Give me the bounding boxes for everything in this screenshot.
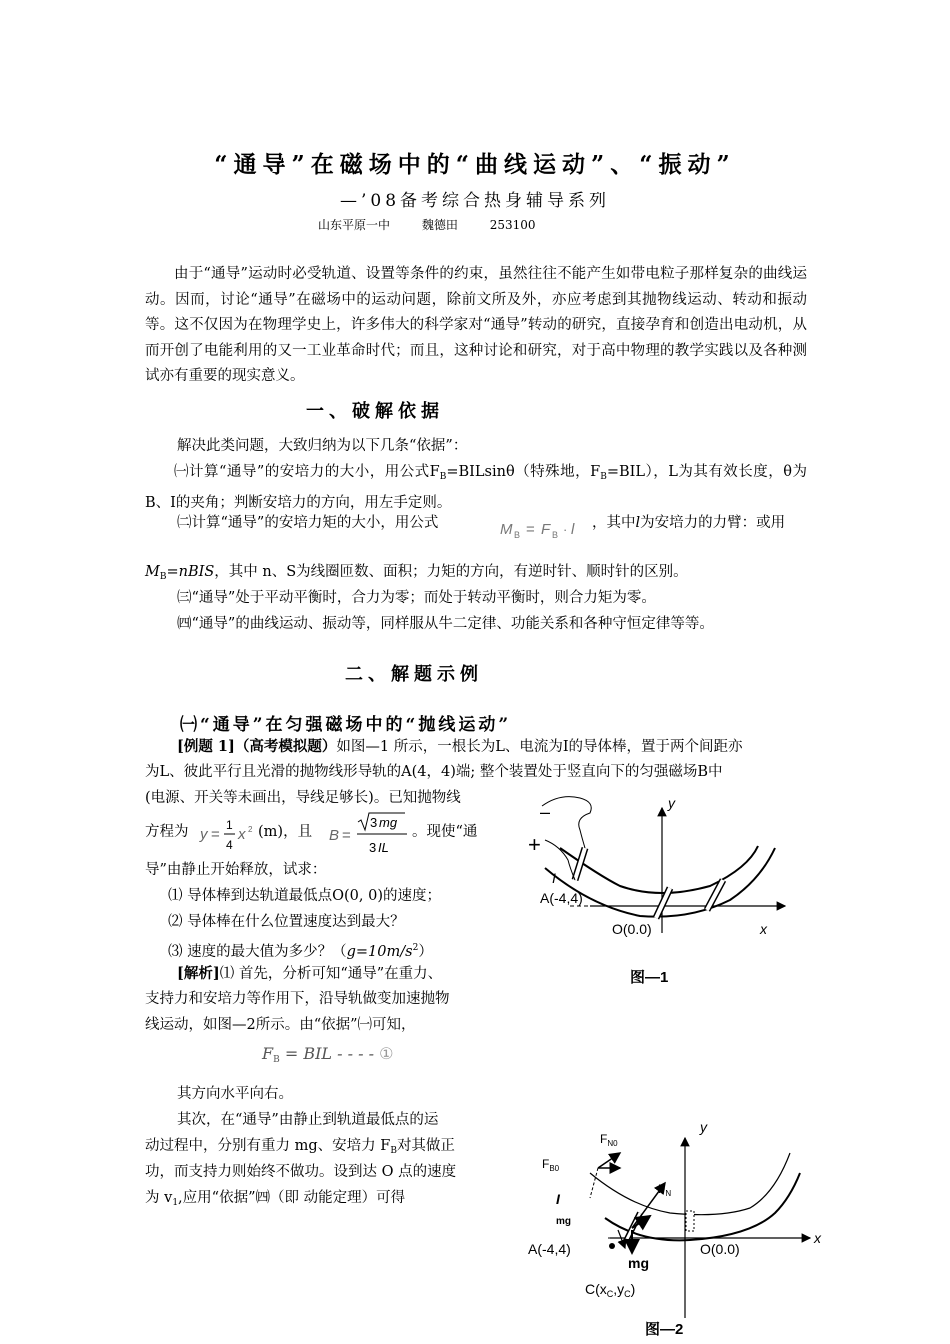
parabola-equation-svg: [198, 812, 258, 856]
fig2-fn-label: $F_N$: [658, 1182, 672, 1198]
fig2-point-c: $C(x_C,y_C)$: [585, 1281, 636, 1299]
fig2-mg-label: mg: [628, 1255, 649, 1271]
fig2-rod-start: [590, 1168, 598, 1198]
intro-paragraph: 由于“通导”运动时必受轨道、设置等条件的约束，虽然往往不能产生如带电粒子那样复杂的曲线运动。因而，讨论“通导”在磁场中的运动问题，除前文所及外，亦应考虑到其抛物线运动、转动和振动等。这不仅因为在物理学史上，许多伟大的科学家对“通导”转动的研究，直接孕育和创造出电动机，从而开创了电能利用的又一工业革命时代；而且，这种讨论和研究，对于高中物理的教学实践以及各种测试亦有重要的现实意义。: [145, 266, 807, 384]
fig2-y-label: y: [700, 1119, 707, 1135]
basis-item-2-line1b: ，其中l为安培力的力臂：或用: [592, 515, 786, 531]
svg-text:1: 1: [226, 818, 233, 832]
author-zip: 253100: [489, 218, 536, 232]
fig2-rod-end: [609, 1243, 615, 1249]
fig1-plus: +: [528, 832, 541, 857]
svg-text:4: 4: [226, 838, 233, 852]
next-line2: 动过程中，分别有重力 mg、安培力 $F_B$对其做正: [145, 1138, 455, 1156]
section1-heading: 一、破解依据: [306, 401, 444, 422]
question-1: ⑴ 导体棒到达轨道最低点O(0, 0)的速度；: [168, 888, 441, 904]
example1-line4a: 方程为: [145, 824, 189, 840]
page-title: “通导”在磁场中的“曲线运动”、“振动”: [214, 151, 736, 178]
svg-text:B: B: [329, 827, 340, 844]
solution-line1: [解析]⑴ 首先，分析可知“通导”在重力、: [177, 965, 443, 982]
fig1-current-label: I: [552, 870, 556, 886]
basis-item-2-line2: $M_B=nBIS$，其中 n、S为线圈匝数、面积；力矩的方向，有逆时针、顺时针的区别。: [145, 564, 688, 582]
basis-item-3: ㈢“通导”处于平动平衡时，合力为零；而处于转动平衡时，则合力矩为零。: [177, 590, 656, 606]
fig2-fn0-arrow: [598, 1153, 620, 1168]
fig1-y-label: y: [668, 795, 675, 811]
svg-text:=: =: [526, 521, 535, 538]
author-name: 魏德田: [421, 218, 458, 232]
parabola-equation: [198, 812, 258, 860]
figure-2: [520, 1118, 830, 1342]
page-subtitle: —’08备考综合热身辅导系列: [339, 191, 611, 211]
moment-formula-svg: [497, 514, 592, 540]
direction-text: 其方向水平向右。: [177, 1086, 293, 1102]
question-2: ⑵ 导体棒在什么位置速度达到最大？: [168, 914, 405, 930]
fig2-current-label: I: [556, 1191, 560, 1207]
equation-1: $F_B$ = BIL - - - - ①: [262, 1044, 394, 1065]
svg-text:l: l: [571, 521, 575, 538]
author-school: 山东平原一中: [318, 218, 391, 232]
fig2-origin: O(0.0): [700, 1241, 740, 1257]
fig1-origin: O(0.0): [612, 921, 652, 937]
svg-text:B: B: [552, 530, 559, 540]
svg-text:3: 3: [369, 840, 377, 855]
fig2-rod-bottom: [686, 1211, 694, 1231]
next-line4: 为 $v_1$,应用“依据”㈣（即 动能定理）可得: [145, 1190, 406, 1208]
example1-line4c: 。现使“通: [412, 824, 478, 840]
author-line: [318, 216, 564, 233]
moment-formula: [497, 514, 592, 544]
basis-item-1: ㈠计算“通导”的安培力的大小，用公式$F_B=BILsin\theta$（特殊地，$F_B=BIL$），L为其有效长度，θ为B、I的夹角；判断安培力的方向，用左手定则。: [145, 464, 807, 511]
example1-line1: [例题 1]（高考模拟题）如图—1 所示，一根长为L、电流为I的导体棒，置于两个间距亦: [177, 738, 743, 755]
svg-text:IL: IL: [378, 840, 389, 855]
svg-text:M: M: [500, 521, 513, 538]
svg-text:y: y: [200, 826, 208, 843]
fig2-mg-small-label: mg: [556, 1216, 571, 1227]
solution-line3: 线运动，如图—2所示。由“依据”㈠可知，: [145, 1017, 416, 1033]
question-3: ⑶ 速度的最大值为多少？$(g=10m/s^2)$: [168, 943, 433, 960]
svg-text:B: B: [514, 530, 521, 540]
fig1-x-label: x: [760, 921, 767, 937]
example1-line2: 为L、彼此平行且光滑的抛物线形导轨的A(4，4)端; 整个装置处于竖直向下的匀强磁场B中: [145, 764, 723, 780]
fig1-point-a: A(-4,4): [540, 890, 583, 906]
svg-text:3: 3: [370, 815, 378, 830]
fig2-point-a: A(-4,4): [528, 1241, 571, 1257]
fig2-fb0-label: $F_{B0}$: [542, 1157, 560, 1173]
basis-item-4: ㈣“通导”的曲线运动、振动等，同样服从牛二定律、功能关系和各种守恒定律等等。: [177, 616, 714, 632]
fig2-rail-back: [590, 1153, 790, 1215]
svg-text:=: =: [211, 826, 220, 843]
next-line3: 功，而支持力则始终不做功。设到达 O 点的速度: [145, 1164, 457, 1180]
fig1-minus: –: [540, 802, 551, 822]
solution-line2: 支持力和安培力等作用下，沿导轨做变加速抛物: [145, 991, 450, 1007]
section1-lead: 解决此类问题，大致归纳为以下几条“依据”：: [177, 438, 468, 454]
example1-line3: (电源、开关等未画出，导线足够长)。已知抛物线: [145, 790, 461, 806]
fig1-caption: 图—1: [630, 969, 669, 986]
fig2-x-label: x: [814, 1230, 821, 1246]
fig2-fn0-label: $F_{N0}$: [600, 1132, 618, 1148]
svg-text:2: 2: [248, 825, 253, 834]
next-line1: 其次，在“通导”由静止到轨道最低点的运: [177, 1112, 439, 1128]
svg-text:x: x: [238, 826, 246, 843]
basis-item-2-line1: ㈡计算“通导”的安培力矩的大小，用公式: [177, 515, 439, 531]
svg-text:mg: mg: [379, 815, 398, 830]
svg-text:F: F: [541, 521, 551, 538]
fig1-wire-bottom: [545, 840, 575, 880]
field-equation: [327, 808, 417, 862]
example1-line4b: (m)，且: [258, 824, 313, 840]
subsection1-heading: ㈠“通导”在匀强磁场中的“抛线运动”: [180, 715, 512, 735]
fig1-rail-back: [560, 846, 758, 893]
figure-1: [520, 788, 810, 998]
fig2-caption: 图—2: [645, 1321, 684, 1338]
section2-heading: 二、解题示例: [345, 664, 483, 685]
svg-text:·: ·: [563, 522, 568, 537]
svg-text:=: =: [342, 827, 351, 844]
example1-line5: 导”由静止开始释放，试求：: [145, 862, 327, 878]
field-equation-svg: [327, 808, 417, 858]
